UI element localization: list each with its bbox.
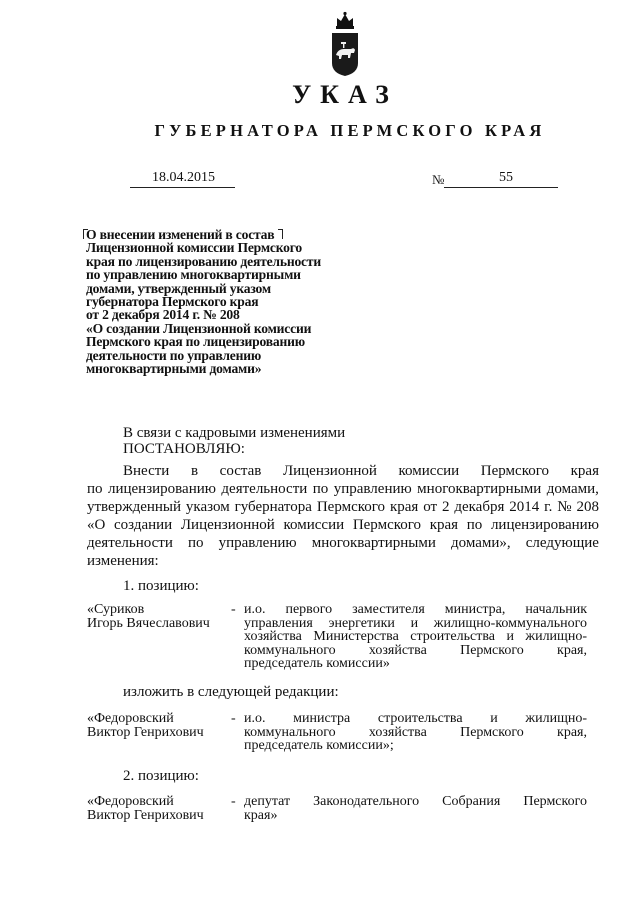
paragraph-word: домами, <box>546 481 599 497</box>
paragraph-word: Пермского <box>352 517 422 533</box>
decree-title-line: «О создании Лицензионной комиссии <box>86 320 312 336</box>
paragraph-word: утвержденный <box>87 499 182 515</box>
decree-date: 18.04.2015 <box>152 170 215 185</box>
paragraph-word: следующие <box>525 535 599 551</box>
decree-title-line: губернатора Пермского края <box>86 294 259 310</box>
person-position-word: заместителя <box>352 602 425 617</box>
person-position-word: председатель комиссии»; <box>244 738 394 753</box>
person-position-line <box>244 809 587 823</box>
person-position-word: министра <box>293 711 351 726</box>
person-position-word: Пермского <box>523 794 587 809</box>
decree-number-field <box>444 171 558 188</box>
paragraph-word: по <box>312 481 329 497</box>
paragraph-word: 2 <box>441 499 450 515</box>
person-position-word: хозяйства <box>368 642 427 658</box>
person-position-word: края, <box>557 724 587 740</box>
person-position-word: жилищно-коммунального <box>433 615 587 631</box>
person-dash: - <box>231 711 236 726</box>
decree-word: ПОСТАНОВЛЯЮ: <box>123 441 245 457</box>
person-position-word: Пермского <box>460 724 524 740</box>
paragraph-word: указом <box>185 499 230 515</box>
person-dash: - <box>231 794 236 809</box>
paragraph-line <box>87 498 599 516</box>
person-position-word: коммунального <box>244 642 336 658</box>
person-position-word: Собрания <box>442 794 501 809</box>
paragraph-word: многоквартирными <box>417 481 542 497</box>
decree-title-line: Лицензионной комиссии Пермского <box>86 240 302 256</box>
decree-number-label: № <box>432 172 445 187</box>
decree-title <box>86 228 386 375</box>
decree-title-line: края по лицензированию деятельности <box>86 253 321 269</box>
paragraph-word: деятельности <box>221 481 308 497</box>
person-position-word: хозяйства <box>244 629 302 644</box>
person-position-word: начальник <box>525 602 587 617</box>
person-position-word: края, <box>557 642 587 658</box>
paragraph-word: г. <box>544 499 553 515</box>
paragraph-word: изменения: <box>87 553 159 569</box>
intro-text: В связи с кадровыми изменениями <box>123 425 346 441</box>
main-paragraph <box>87 462 599 570</box>
paragraph-word: от <box>423 499 438 515</box>
person-position-word: жилищно- <box>525 629 587 644</box>
person-position-line <box>244 603 587 617</box>
person-position-line <box>244 795 587 809</box>
person-position-line <box>244 712 587 726</box>
person-name-line: Игорь Вячеславович <box>87 615 210 631</box>
person-name <box>87 712 237 739</box>
decree-title-line: от 2 декабря 2014 г. № 208 <box>86 307 240 323</box>
person-position-word: первого <box>285 602 333 617</box>
person-name-line: «Федоровский <box>87 711 174 726</box>
paragraph-word: домами», <box>450 535 511 551</box>
person-name-line: Виктор Генрихович <box>87 807 204 823</box>
person-position-word: строительства <box>377 711 463 726</box>
person-position-word: строительства <box>410 629 495 644</box>
person-position-word: управления <box>244 615 313 631</box>
paragraph-word: 208 <box>576 499 599 515</box>
person-position-word: депутат <box>244 794 291 809</box>
paragraph-word: деятельности <box>87 535 173 551</box>
decree-title-line: Пермского края по лицензированию <box>86 334 305 350</box>
perm-krai-coat-of-arms-icon <box>329 11 361 77</box>
paragraph-word: управлению <box>218 535 297 551</box>
person-name-line: «Суриков <box>87 602 145 617</box>
person-position-line <box>244 630 587 644</box>
paragraph-word: края <box>429 517 459 533</box>
person-position-word: и <box>410 615 419 631</box>
paragraph-word: создании <box>114 517 173 533</box>
decree-date-field <box>130 171 235 188</box>
paragraph-line <box>87 534 599 552</box>
person-name-line: Виктор Генрихович <box>87 724 204 740</box>
person-position-word: и.о. <box>244 602 266 617</box>
paragraph-word: края <box>570 463 599 479</box>
paragraph-line <box>87 480 599 498</box>
person-position-line <box>244 657 587 671</box>
paragraph-word: губернатора <box>234 499 312 515</box>
person-position-word: и <box>490 711 498 726</box>
paragraph-word: 2014 <box>509 499 540 515</box>
paragraph-word: по <box>466 517 483 533</box>
paragraph-word: многоквартирными <box>311 535 436 551</box>
person-position-word: хозяйства <box>368 724 427 740</box>
item-1-label: 1. позицию: <box>123 578 199 594</box>
person-position-word: энергетики <box>328 615 395 631</box>
paragraph-word: Внести <box>123 463 170 479</box>
decree-title-line: многоквартирными домами» <box>86 361 262 377</box>
paragraph-word: лицензированию <box>107 481 216 497</box>
decree-title-line: по управлению многоквартирными <box>86 267 301 283</box>
decree-title-line: О внесении изменений в состав <box>86 227 275 242</box>
person-position-word: и.о. <box>244 711 266 726</box>
person-position <box>244 712 587 753</box>
paragraph-word: по <box>87 481 103 497</box>
paragraph-word: управлению <box>333 481 412 497</box>
paragraph-word: по <box>187 535 204 551</box>
paragraph-word: Лицензионной <box>282 463 377 479</box>
person-position-word: и <box>506 629 514 644</box>
person-position-line <box>244 644 587 658</box>
paragraph-word: Лицензионной <box>180 517 275 533</box>
person-position-line <box>244 617 587 631</box>
paragraph-word: Пермского <box>316 499 386 515</box>
person-position-line <box>244 739 587 753</box>
item-2-label: 2. позицию: <box>123 768 199 784</box>
person-position-word: края» <box>244 807 278 823</box>
paragraph-word: декабря <box>454 499 505 515</box>
paragraph-line <box>87 462 599 480</box>
person-position-word: коммунального <box>244 724 336 740</box>
decree-title-line: домами, утвержденный указом <box>86 280 271 296</box>
governor-heading: ГУБЕРНАТОРА ПЕРМСКОГО КРАЯ <box>154 121 546 140</box>
person-position-word: председатель комиссии» <box>244 656 390 671</box>
person-position <box>244 795 587 822</box>
paragraph-line <box>87 516 599 534</box>
paragraph-word: в <box>190 463 199 479</box>
paragraph-word: состав <box>219 463 262 479</box>
decree-number: 55 <box>499 170 513 185</box>
decree-title-line: деятельности по управлению <box>86 347 262 363</box>
person-name-line: «Федоровский <box>87 794 174 809</box>
person-position <box>244 603 587 671</box>
paragraph-word: края <box>389 499 419 515</box>
paragraph-word: «О <box>87 517 106 533</box>
person-position-word: Пермского <box>460 642 524 658</box>
person-position-word: жилищно- <box>525 711 587 726</box>
paragraph-word: № <box>557 499 572 515</box>
paragraph-line <box>87 552 599 570</box>
paragraph-word: Пермского <box>480 463 550 479</box>
replace-text: изложить в следующей редакции: <box>123 684 339 700</box>
paragraph-word: комиссии <box>398 463 460 479</box>
decree-heading: УКАЗ <box>292 80 398 109</box>
person-position-line <box>244 726 587 740</box>
paragraph-word: комиссии <box>283 517 345 533</box>
person-position-word: министра, <box>444 602 506 617</box>
person-position-word: Законодательного <box>313 794 420 809</box>
paragraph-word: лицензированию <box>490 517 599 533</box>
person-name <box>87 603 237 630</box>
person-position-word: Министерства <box>313 629 399 644</box>
person-dash: - <box>231 602 236 617</box>
person-name <box>87 795 237 822</box>
